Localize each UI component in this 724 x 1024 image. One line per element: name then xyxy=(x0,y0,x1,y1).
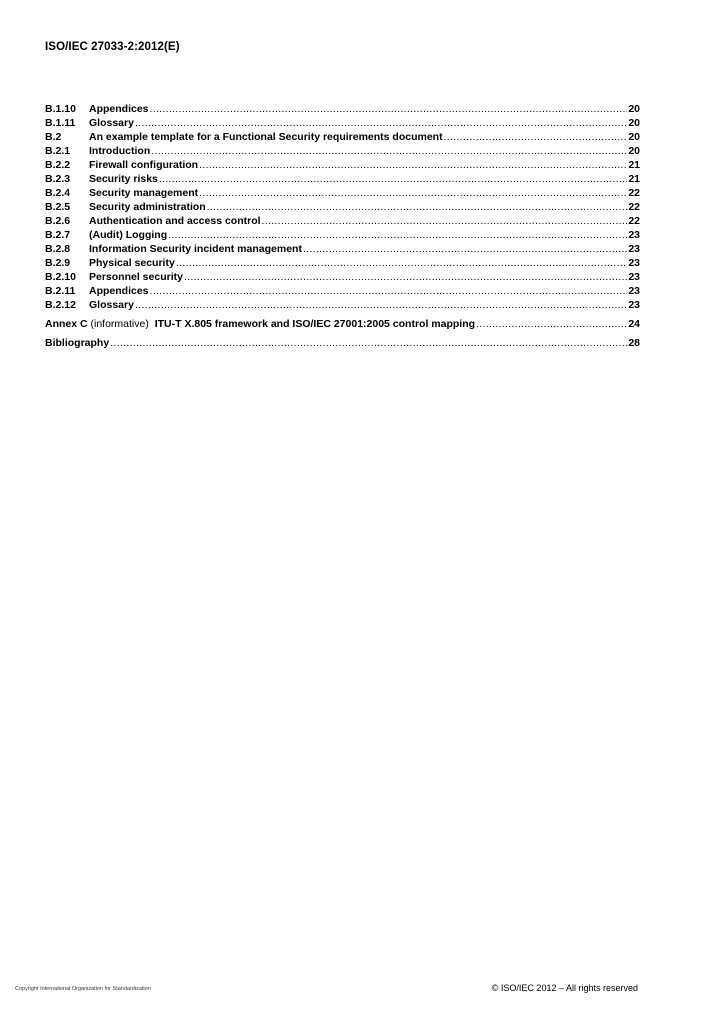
toc-entry-page: 20 xyxy=(628,117,640,129)
toc-dot-leader xyxy=(303,242,627,256)
toc-entry-number: B.2.12 xyxy=(45,299,76,311)
toc-entry-number: B.2.8 xyxy=(45,243,71,255)
toc-entry-page: 23 xyxy=(628,257,640,269)
toc-entry[interactable] xyxy=(45,298,640,312)
annex-qualifier: (informative) xyxy=(87,318,155,330)
toc-entry-page: 23 xyxy=(628,285,640,297)
toc-entry-title: Appendices xyxy=(89,103,149,115)
toc-entry[interactable] xyxy=(45,242,640,256)
toc-bibliography-entry[interactable] xyxy=(45,336,640,350)
toc-entry-number: B.2.1 xyxy=(45,145,71,157)
table-of-contents xyxy=(45,102,640,350)
toc-entry-title: An example template for a Functional Security requirements document xyxy=(89,131,443,143)
toc-entry-number: B.1.11 xyxy=(45,117,76,129)
toc-entry-number: B.2.5 xyxy=(45,201,71,213)
toc-dot-leader xyxy=(444,130,628,144)
toc-dot-leader xyxy=(135,298,627,312)
toc-entry-title: Glossary xyxy=(89,117,134,129)
toc-entry-title: Glossary xyxy=(89,299,134,311)
toc-entry-number: B.2 xyxy=(45,131,62,143)
toc-entry[interactable] xyxy=(45,270,640,284)
bibliography-title: Bibliography xyxy=(45,337,110,349)
toc-entry-page: 22 xyxy=(628,215,640,227)
annex-label: Annex C xyxy=(45,318,88,330)
toc-entry-title: Security administration xyxy=(89,201,206,213)
toc-annex-entry[interactable] xyxy=(45,317,640,331)
toc-dot-leader xyxy=(151,144,627,158)
toc-entry-page: 23 xyxy=(628,299,640,311)
toc-entry-title: Information Security incident management xyxy=(89,243,302,255)
toc-entry[interactable] xyxy=(45,172,640,186)
toc-entry-number: B.2.6 xyxy=(45,215,71,227)
toc-entry-number: B.2.9 xyxy=(45,257,71,269)
toc-entry-title: Personnel security xyxy=(89,271,183,283)
toc-entry[interactable] xyxy=(45,116,640,130)
toc-entry-number: B.2.10 xyxy=(45,271,76,283)
toc-dot-leader xyxy=(159,172,627,186)
toc-dot-leader xyxy=(262,214,628,228)
toc-entry-page: 21 xyxy=(628,173,640,185)
toc-dot-leader xyxy=(168,228,627,242)
toc-entry-number: B.2.7 xyxy=(45,229,71,241)
toc-entry-title: Firewall configuration xyxy=(89,159,199,171)
toc-entry-page: 23 xyxy=(628,243,640,255)
toc-dot-leader xyxy=(207,200,628,214)
toc-entry-page: 24 xyxy=(628,318,640,330)
toc-dot-leader xyxy=(176,256,628,270)
toc-dot-leader xyxy=(150,102,628,116)
toc-entry-page: 23 xyxy=(628,271,640,283)
toc-entry-page: 21 xyxy=(628,159,640,171)
toc-entry-number: B.1.10 xyxy=(45,103,76,115)
toc-dot-leader xyxy=(110,336,627,350)
toc-annex-title-group xyxy=(45,317,475,331)
toc-entry[interactable] xyxy=(45,186,640,200)
toc-entry-page: 20 xyxy=(628,145,640,157)
toc-entry-page: 20 xyxy=(628,103,640,115)
toc-entry-title: (Audit) Logging xyxy=(89,229,168,241)
toc-entry-title: Security risks xyxy=(89,173,158,185)
toc-entry-number: B.2.11 xyxy=(45,285,76,297)
toc-dot-leader xyxy=(199,158,627,172)
toc-entry-title: Introduction xyxy=(89,145,151,157)
toc-entry-page: 23 xyxy=(628,229,640,241)
toc-entry-number: B.2.2 xyxy=(45,159,71,171)
toc-entry[interactable] xyxy=(45,256,640,270)
toc-dot-leader xyxy=(135,116,627,130)
footer-copyright-organization: Copyright International Organization for Standardization xyxy=(15,986,151,992)
toc-entry[interactable] xyxy=(45,228,640,242)
toc-entry-number: B.2.4 xyxy=(45,187,71,199)
toc-entry-page: 22 xyxy=(628,187,640,199)
toc-entry-title: Physical security xyxy=(89,257,175,269)
toc-entry[interactable] xyxy=(45,284,640,298)
toc-dot-leader xyxy=(184,270,627,284)
toc-entry[interactable] xyxy=(45,200,640,214)
document-identifier: ISO/IEC 27033-2:2012(E) xyxy=(45,41,180,53)
toc-entry[interactable] xyxy=(45,214,640,228)
toc-entry-page: 28 xyxy=(628,337,640,349)
toc-dot-leader xyxy=(476,317,627,331)
footer-copyright-notice: © ISO/IEC 2012 – All rights reserved xyxy=(491,983,638,993)
toc-entry[interactable] xyxy=(45,102,640,116)
toc-entry[interactable] xyxy=(45,158,640,172)
toc-dot-leader xyxy=(150,284,628,298)
toc-dot-leader xyxy=(199,186,627,200)
toc-entry[interactable] xyxy=(45,130,640,144)
toc-entry-page: 20 xyxy=(628,131,640,143)
toc-entry-page: 22 xyxy=(628,201,640,213)
toc-entry[interactable] xyxy=(45,144,640,158)
toc-entry-number: B.2.3 xyxy=(45,173,71,185)
toc-entry-title: Security management xyxy=(89,187,199,199)
toc-entry-title: Authentication and access control xyxy=(89,215,261,227)
toc-entry-title: Appendices xyxy=(89,285,149,297)
annex-title: ITU-T X.805 framework and ISO/IEC 27001:2005 control mapping xyxy=(154,318,476,330)
